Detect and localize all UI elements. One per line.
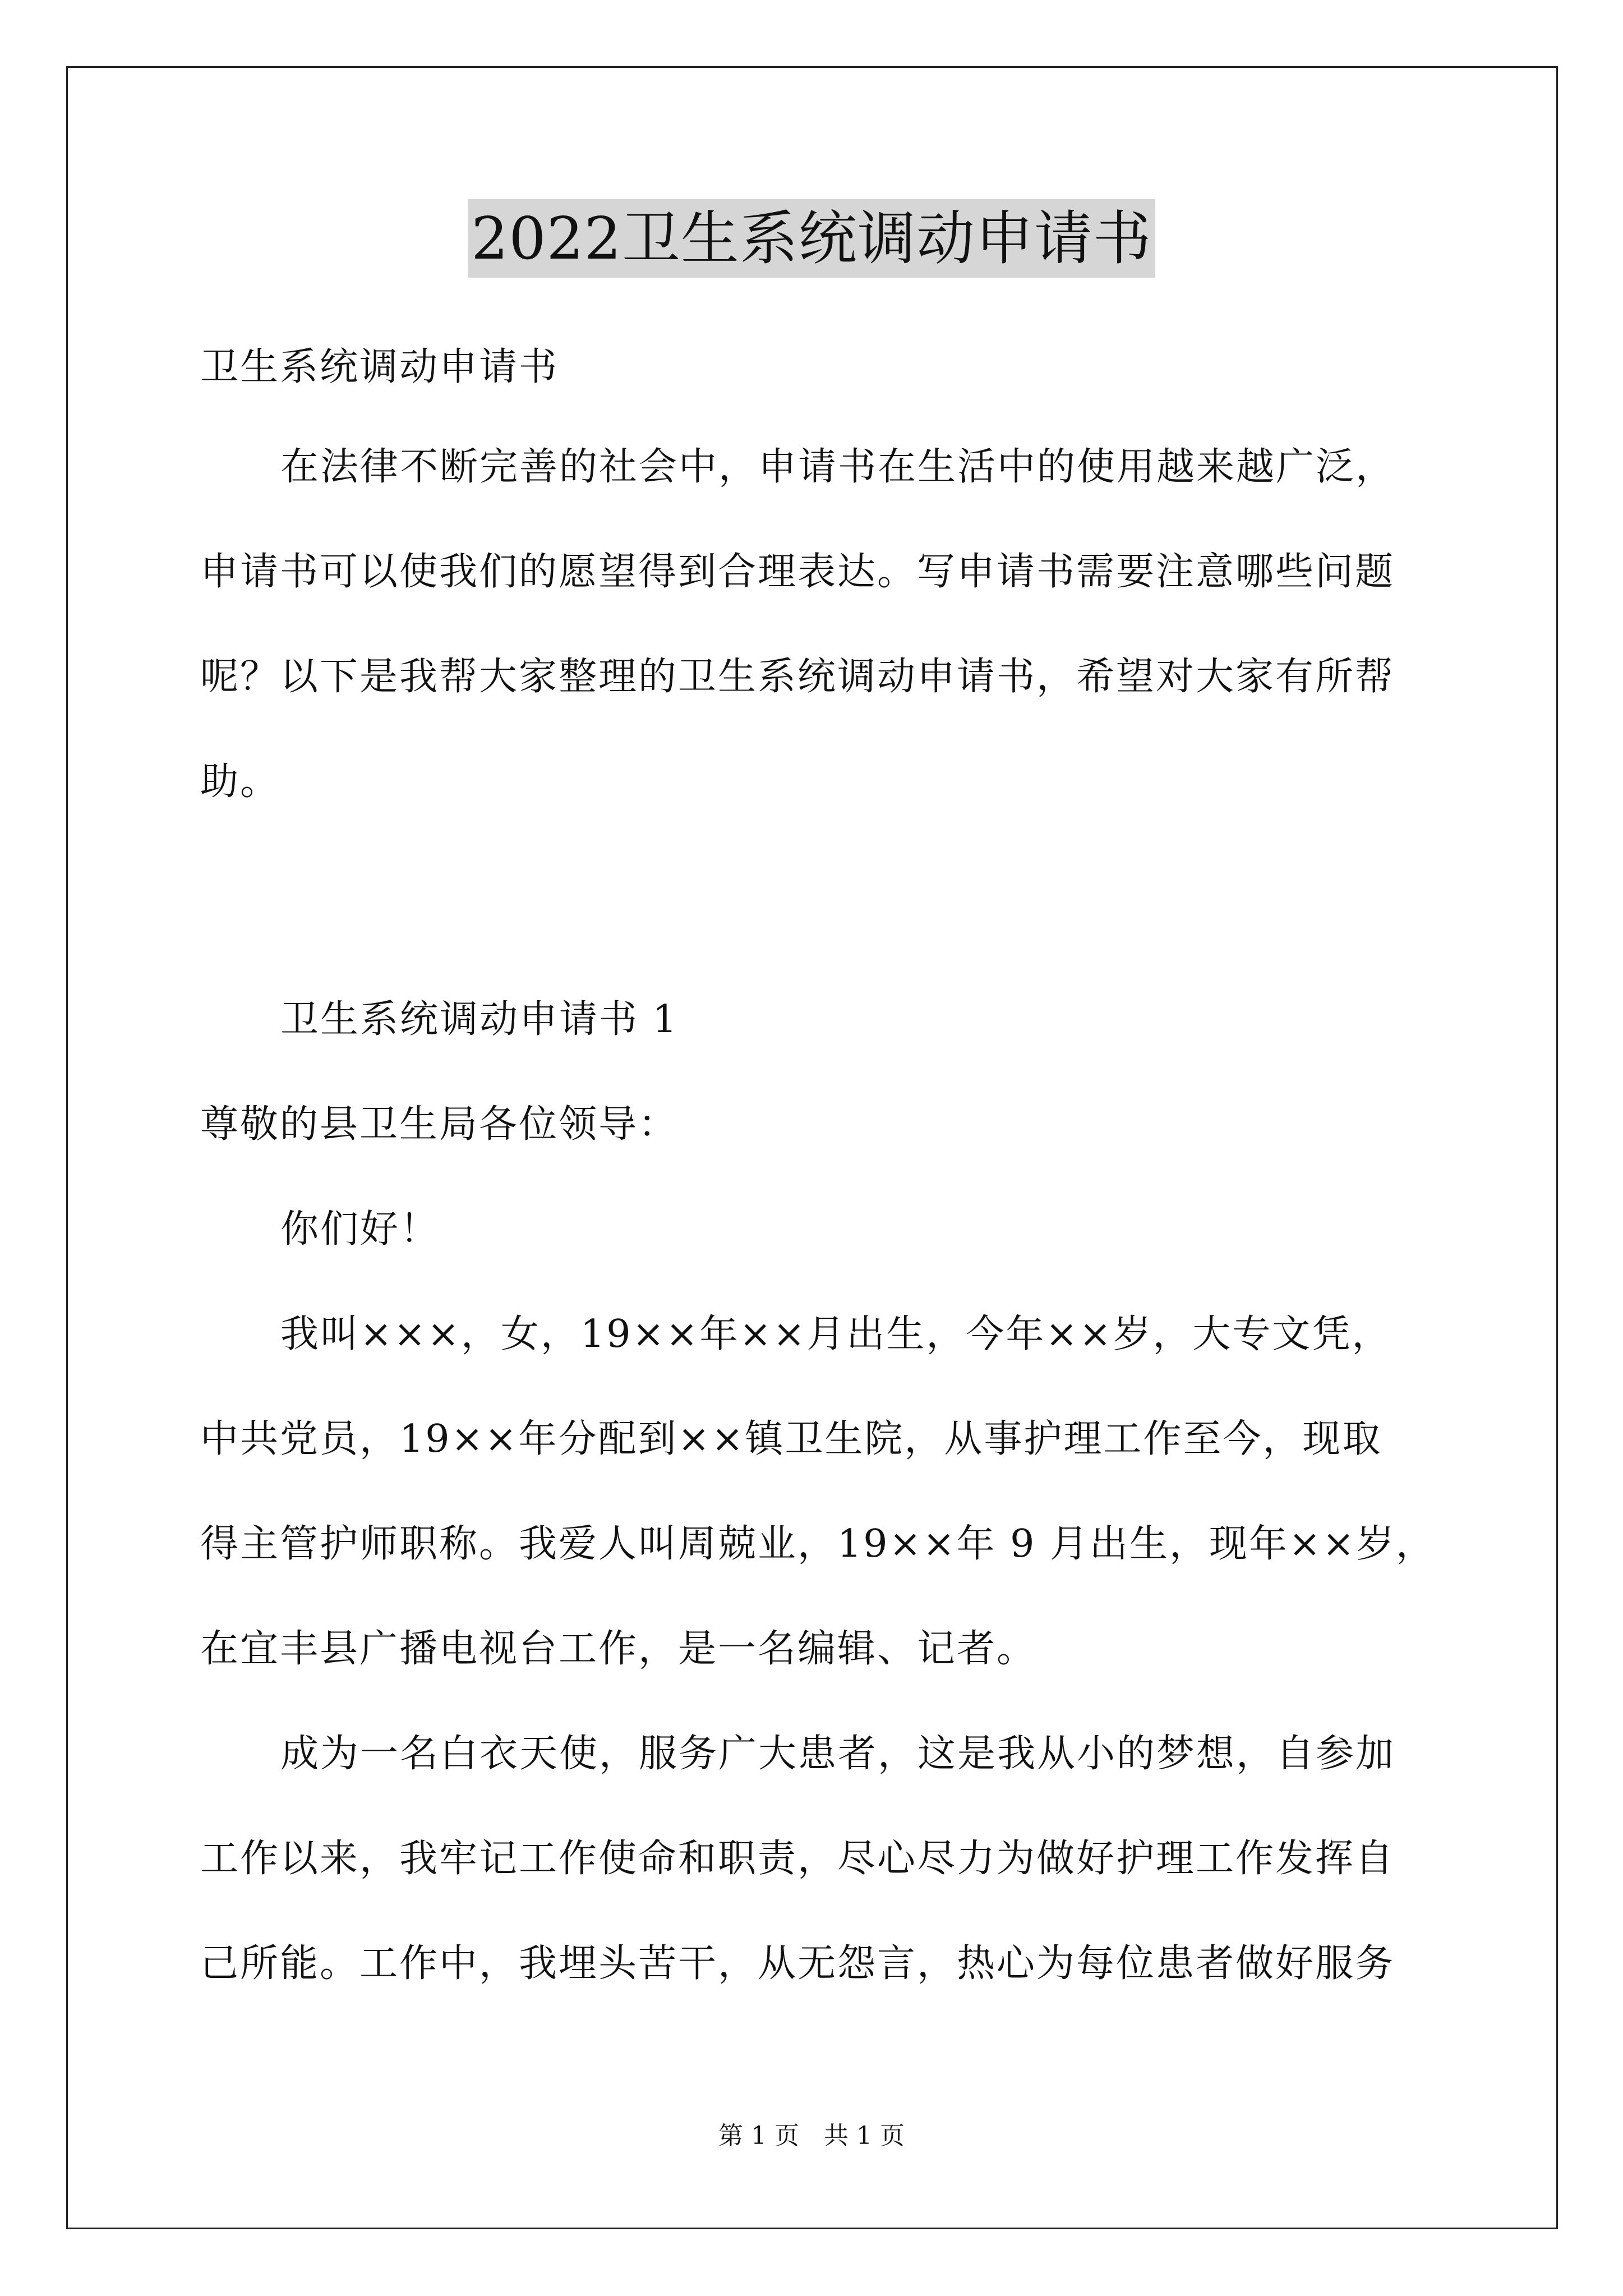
- paragraph-line: 助。: [200, 760, 280, 804]
- document-title: 2022卫生系统调动申请书: [468, 199, 1155, 278]
- paragraph-line: 己所能。工作中，我埋头苦干，从无怨言，热心为每位患者做好服务: [200, 1941, 1395, 1986]
- paragraph-line: 在宜丰县广播电视台工作，是一名编辑、记者。: [200, 1627, 1037, 1671]
- paragraph-line: 呢？以下是我帮大家整理的卫生系统调动申请书，希望对大家有所帮: [200, 655, 1395, 699]
- greeting: 你们好！: [280, 1207, 440, 1251]
- paragraph-line: 得主管护师职称。我爱人叫周兢业，19××年 9 月出生，现年××岁，: [200, 1522, 1436, 1566]
- paragraph-line: 工作以来，我牢记工作使命和职责，尽心尽力为做好护理工作发挥自: [200, 1837, 1395, 1881]
- paragraph-line: 中共党员，19××年分配到××镇卫生院，从事护理工作至今，现取: [200, 1417, 1382, 1461]
- title-container: [0, 199, 1623, 278]
- document-subtitle: 卫生系统调动申请书: [200, 345, 559, 389]
- page-number-footer: 第 1 页 共 1 页: [718, 2122, 905, 2150]
- paragraph-line: 申请书可以使我们的愿望得到合理表达。写申请书需要注意哪些问题: [200, 550, 1395, 594]
- paragraph-line: 成为一名白衣天使，服务广大患者，这是我从小的梦想，自参加: [280, 1732, 1396, 1776]
- paragraph-line: 在法律不断完善的社会中，申请书在生活中的使用越来越广泛，: [280, 445, 1396, 489]
- salutation: 尊敬的县卫生局各位领导：: [200, 1102, 679, 1147]
- section-heading: 卫生系统调动申请书 1: [280, 997, 679, 1042]
- paragraph-line: 我叫×××，女，19××年××月出生，今年××岁，大专文凭，: [280, 1312, 1392, 1356]
